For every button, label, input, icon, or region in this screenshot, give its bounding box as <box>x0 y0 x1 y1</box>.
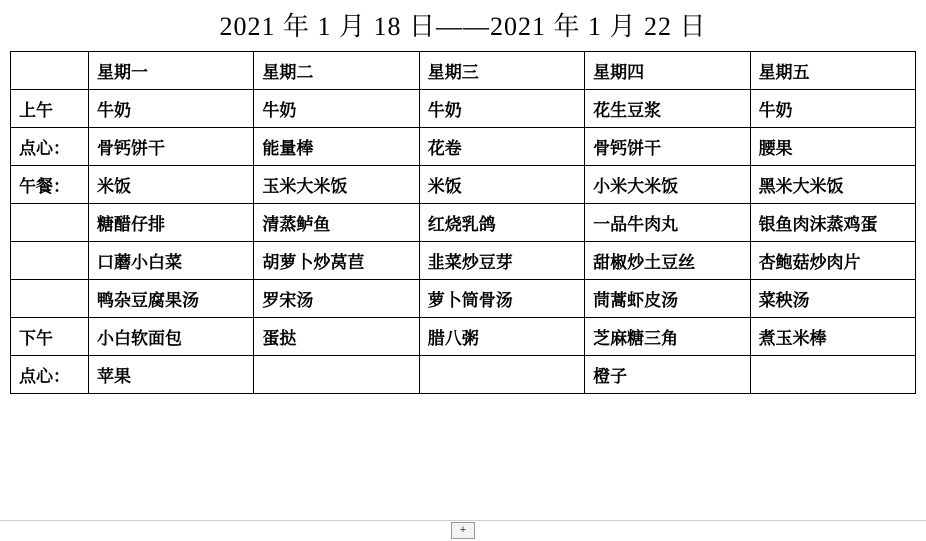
table-row <box>11 242 916 280</box>
cell-wed-lunch-dish2: 韭菜炒豆芽 <box>419 242 584 280</box>
cell-fri-lunch-staple: 黑米大米饭 <box>750 166 915 204</box>
cell-fri-lunch-soup: 菜秧汤 <box>750 280 915 318</box>
table-row <box>11 166 916 204</box>
cell-tue-morning: 牛奶 <box>254 90 419 128</box>
cell-mon-lunch-soup: 鸭杂豆腐果汤 <box>89 280 254 318</box>
cell-tue-lunch-staple: 玉米大米饭 <box>254 166 419 204</box>
cell-thu-morning-snack: 骨钙饼干 <box>585 128 750 166</box>
cell-fri-morning-snack: 腰果 <box>750 128 915 166</box>
header-wednesday: 星期三 <box>419 52 584 90</box>
cell-thu-lunch-soup: 茼蒿虾皮汤 <box>585 280 750 318</box>
header-corner <box>11 52 89 90</box>
cell-thu-lunch-dish1: 一品牛肉丸 <box>585 204 750 242</box>
status-bar <box>0 520 926 541</box>
cell-wed-afternoon-snack <box>419 356 584 394</box>
header-friday: 星期五 <box>750 52 915 90</box>
cell-wed-lunch-dish1: 红烧乳鸽 <box>419 204 584 242</box>
add-sheet-button[interactable]: + <box>451 522 475 539</box>
cell-mon-morning-snack: 骨钙饼干 <box>89 128 254 166</box>
page-title: 2021 年 1 月 18 日——2021 年 1 月 22 日 <box>219 12 707 41</box>
cell-mon-lunch-dish2: 口蘑小白菜 <box>89 242 254 280</box>
cell-fri-lunch-dish2: 杏鲍菇炒肉片 <box>750 242 915 280</box>
row-label-afternoon-snack: 点心： <box>11 356 89 394</box>
left-margin <box>0 0 6 541</box>
table-row <box>11 318 916 356</box>
table-row <box>11 128 916 166</box>
cell-thu-afternoon-snack: 橙子 <box>585 356 750 394</box>
cell-fri-afternoon: 煮玉米棒 <box>750 318 915 356</box>
table-row <box>11 280 916 318</box>
cell-wed-morning-snack: 花卷 <box>419 128 584 166</box>
right-margin <box>920 0 926 541</box>
cell-mon-afternoon-snack: 苹果 <box>89 356 254 394</box>
cell-tue-afternoon-snack <box>254 356 419 394</box>
header-tuesday: 星期二 <box>254 52 419 90</box>
row-label-lunch-soup <box>11 280 89 318</box>
cell-mon-afternoon: 小白软面包 <box>89 318 254 356</box>
cell-mon-morning: 牛奶 <box>89 90 254 128</box>
cell-mon-lunch-staple: 米饭 <box>89 166 254 204</box>
table-row <box>11 90 916 128</box>
cell-thu-lunch-staple: 小米大米饭 <box>585 166 750 204</box>
row-label-lunch-dish1 <box>11 204 89 242</box>
weekly-menu-table <box>10 51 916 394</box>
row-label-afternoon: 下午 <box>11 318 89 356</box>
cell-thu-lunch-dish2: 甜椒炒土豆丝 <box>585 242 750 280</box>
table-header-row <box>11 52 916 90</box>
cell-thu-afternoon: 芝麻糖三角 <box>585 318 750 356</box>
cell-wed-afternoon: 腊八粥 <box>419 318 584 356</box>
cell-thu-morning: 花生豆浆 <box>585 90 750 128</box>
cell-fri-afternoon-snack <box>750 356 915 394</box>
cell-tue-afternoon: 蛋挞 <box>254 318 419 356</box>
row-label-lunch: 午餐： <box>11 166 89 204</box>
cell-tue-lunch-dish1: 清蒸鲈鱼 <box>254 204 419 242</box>
table-row <box>11 204 916 242</box>
table-row <box>11 356 916 394</box>
header-monday: 星期一 <box>89 52 254 90</box>
header-thursday: 星期四 <box>585 52 750 90</box>
cell-tue-morning-snack: 能量棒 <box>254 128 419 166</box>
row-label-morning: 上午 <box>11 90 89 128</box>
cell-wed-lunch-soup: 萝卜筒骨汤 <box>419 280 584 318</box>
row-label-lunch-dish2 <box>11 242 89 280</box>
row-label-morning-snack: 点心： <box>11 128 89 166</box>
cell-wed-lunch-staple: 米饭 <box>419 166 584 204</box>
cell-mon-lunch-dish1: 糖醋仔排 <box>89 204 254 242</box>
cell-fri-morning: 牛奶 <box>750 90 915 128</box>
cell-wed-morning: 牛奶 <box>419 90 584 128</box>
cell-tue-lunch-dish2: 胡萝卜炒莴苣 <box>254 242 419 280</box>
cell-fri-lunch-dish1: 银鱼肉沫蒸鸡蛋 <box>750 204 915 242</box>
cell-tue-lunch-soup: 罗宋汤 <box>254 280 419 318</box>
